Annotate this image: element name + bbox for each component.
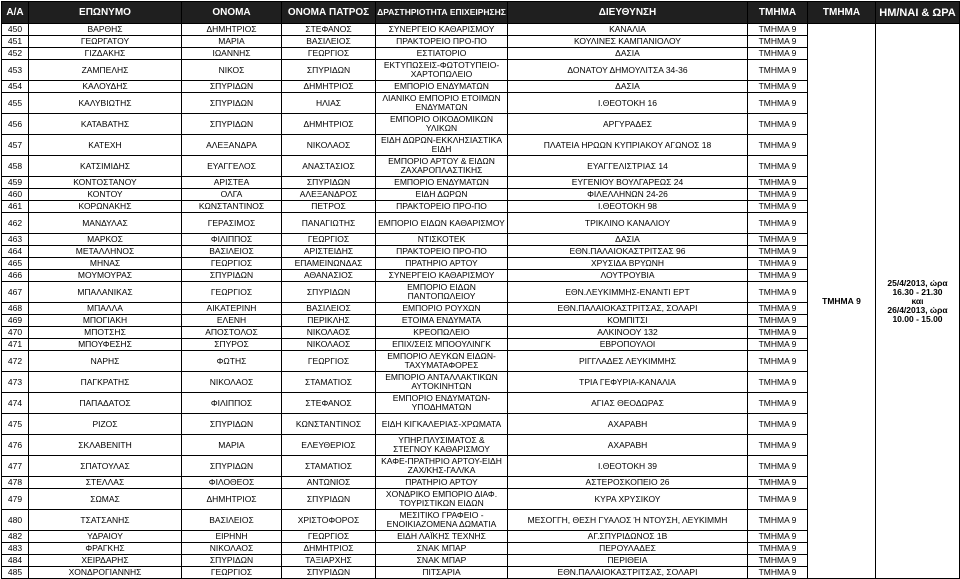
table-row [2, 24, 960, 36]
business-activity-cell: ΕΜΠΟΡΙΟ ΟΙΚΟΔΟΜΙΚΩΝ ΥΛΙΚΩΝ [376, 114, 508, 135]
father-name-cell: ΠΕΡΙΚΛΗΣ [282, 315, 376, 327]
row-number-cell: 476 [2, 435, 29, 456]
father-name-cell: ΔΗΜΗΤΡΙΟΣ [282, 81, 376, 93]
father-name-cell: ΣΠΥΡΙΔΩΝ [282, 60, 376, 81]
address-cell: ΤΡΙΚΛΙΝΟ ΚΑΝΑΛΙΟΥ [508, 213, 748, 234]
dept-cell: ΤΜΗΜΑ 9 [748, 414, 808, 435]
dept-cell: ΤΜΗΜΑ 9 [748, 48, 808, 60]
address-cell: ΔΟΝΑΤΟΥ ΔΗΜΟΥΛΙΤΣΑ 34-36 [508, 60, 748, 81]
first-name-cell: ΣΠΥΡΙΔΩΝ [182, 270, 282, 282]
surname-cell: ΜΑΡΚΟΣ [29, 234, 182, 246]
address-cell: ΛΟΥΤΡΟΥΒΙΑ [508, 270, 748, 282]
address-cell: ΠΕΡΟΥΛΑΔΕΣ [508, 543, 748, 555]
dept-cell: ΤΜΗΜΑ 9 [748, 177, 808, 189]
first-name-cell: ΒΑΣΙΛΕΙΟΣ [182, 246, 282, 258]
row-number-cell: 466 [2, 270, 29, 282]
father-name-cell: ΓΕΩΡΓΙΟΣ [282, 531, 376, 543]
business-activity-cell: ΕΠΙΧ/ΣΕΙΣ ΜΠΟΟΥΛΙΝΓΚ [376, 339, 508, 351]
first-name-cell: ΝΙΚΟΛΑΟΣ [182, 372, 282, 393]
roster-body [2, 24, 960, 579]
row-number-cell: 471 [2, 339, 29, 351]
father-name-cell: ΣΤΕΦΑΝΟΣ [282, 393, 376, 414]
row-number-cell: 457 [2, 135, 29, 156]
dept-cell: ΤΜΗΜΑ 9 [748, 135, 808, 156]
surname-cell: ΜΗΝΑΣ [29, 258, 182, 270]
surname-cell: ΣΤΕΛΛΑΣ [29, 477, 182, 489]
first-name-cell: ΜΑΡΙΑ [182, 36, 282, 48]
first-name-cell: ΒΑΣΙΛΕΙΟΣ [182, 510, 282, 531]
address-cell: ΔΑΣΙΑ [508, 234, 748, 246]
surname-cell: ΣΠΑΤΟΥΛΑΣ [29, 456, 182, 477]
row-number-cell: 472 [2, 351, 29, 372]
dept-cell: ΤΜΗΜΑ 9 [748, 24, 808, 36]
dept-cell: ΤΜΗΜΑ 9 [748, 555, 808, 567]
address-cell: ΠΕΡΙΘΕΙΑ [508, 555, 748, 567]
surname-cell: ΧΕΙΡΔΑΡΗΣ [29, 555, 182, 567]
dept-cell: ΤΜΗΜΑ 9 [748, 477, 808, 489]
header-date-time: ΗΜ/ΝΑΙ & ΩΡΑ [876, 2, 960, 24]
first-name-cell: ΚΩΝΣΤΑΝΤΙΝΟΣ [182, 201, 282, 213]
surname-cell: ΠΑΓΚΡΑΤΗΣ [29, 372, 182, 393]
father-name-cell: ΑΡΙΣΤΕΙΔΗΣ [282, 246, 376, 258]
business-activity-cell: ΣΥΝΕΡΓΕΙΟ ΚΑΘΑΡΙΣΜΟΥ [376, 270, 508, 282]
first-name-cell: ΣΠΥΡΙΔΩΝ [182, 93, 282, 114]
first-name-cell: ΓΕΩΡΓΙΟΣ [182, 567, 282, 579]
father-name-cell: ΠΑΝΑΓΙΩΤΗΣ [282, 213, 376, 234]
merged-dept-cell: ΤΜΗΜΑ 9 [808, 24, 876, 579]
dept-cell: ΤΜΗΜΑ 9 [748, 93, 808, 114]
father-name-cell: ΕΛΕΥΘΕΡΙΟΣ [282, 435, 376, 456]
father-name-cell: ΣΠΥΡΙΔΩΝ [282, 177, 376, 189]
dept-cell: ΤΜΗΜΑ 9 [748, 234, 808, 246]
row-number-cell: 464 [2, 246, 29, 258]
father-name-cell: ΝΙΚΟΛΑΟΣ [282, 339, 376, 351]
surname-cell: ΜΠΟΥΦΕΣΗΣ [29, 339, 182, 351]
header-aa: Α/Α [2, 2, 29, 24]
business-activity-cell: ΕΜΠΟΡΙΟ ΕΝΔΥΜΑΤΩΝ [376, 81, 508, 93]
row-number-cell: 483 [2, 543, 29, 555]
dept-cell: ΤΜΗΜΑ 9 [748, 567, 808, 579]
father-name-cell: ΣΠΥΡΙΔΩΝ [282, 489, 376, 510]
surname-cell: ΤΣΑΤΣΑΝΗΣ [29, 510, 182, 531]
row-number-cell: 462 [2, 213, 29, 234]
address-cell: ΑΛΚΙΝΟΟΥ 132 [508, 327, 748, 339]
schedule-cell [876, 24, 960, 579]
row-number-cell: 479 [2, 489, 29, 510]
surname-cell: ΧΟΝΔΡΟΓΙΑΝΝΗΣ [29, 567, 182, 579]
row-number-cell: 482 [2, 531, 29, 543]
address-cell: ΕΥΑΓΓΕΛΙΣΤΡΙΑΣ 14 [508, 156, 748, 177]
first-name-cell: ΣΠΥΡΙΔΩΝ [182, 114, 282, 135]
address-cell: ΚΟΥΛΙΝΕΣ ΚΑΜΠΑΝΙΟΛΟΥ [508, 36, 748, 48]
surname-cell: ΥΔΡΑΙΟΥ [29, 531, 182, 543]
header-surname: ΕΠΩΝΥΜΟ [29, 2, 182, 24]
surname-cell: ΚΑΛΟΥΔΗΣ [29, 81, 182, 93]
surname-cell: ΜΠΟΤΣΗΣ [29, 327, 182, 339]
surname-cell: ΠΑΠΑΔΑΤΟΣ [29, 393, 182, 414]
first-name-cell: ΕΙΡΗΝΗ [182, 531, 282, 543]
father-name-cell: ΣΤΕΦΑΝΟΣ [282, 24, 376, 36]
address-cell: ΑΓΙΑΣ ΘΕΟΔΩΡΑΣ [508, 393, 748, 414]
address-cell: ΕΥΓΕΝΙΟΥ ΒΟΥΛΓΑΡΕΩΣ 24 [508, 177, 748, 189]
surname-cell: ΣΚΛΑΒΕΝΙΤΗ [29, 435, 182, 456]
father-name-cell: ΓΕΩΡΓΙΟΣ [282, 234, 376, 246]
surname-cell: ΚΑΤΑΒΑΤΗΣ [29, 114, 182, 135]
surname-cell: ΜΕΤΑΛΛΗΝΟΣ [29, 246, 182, 258]
father-name-cell: ΣΠΥΡΙΔΩΝ [282, 282, 376, 303]
surname-cell: ΚΟΡΩΝΑΚΗΣ [29, 201, 182, 213]
dept-cell: ΤΜΗΜΑ 9 [748, 36, 808, 48]
business-activity-cell: ΕΜΠΟΡΙΟ ΕΙΔΩΝ ΚΑΘΑΡΙΣΜΟΥ [376, 213, 508, 234]
row-number-cell: 485 [2, 567, 29, 579]
dept-cell: ΤΜΗΜΑ 9 [748, 114, 808, 135]
address-cell: Ι.ΘΕΟΤΟΚΗ 98 [508, 201, 748, 213]
schedule-line: 16.30 - 21.30 [892, 286, 943, 297]
first-name-cell: ΣΠΥΡΙΔΩΝ [182, 456, 282, 477]
father-name-cell: ΣΤΑΜΑΤΙΟΣ [282, 456, 376, 477]
father-name-cell: ΑΝΑΣΤΑΣΙΟΣ [282, 156, 376, 177]
business-activity-cell: ΣΝΑΚ ΜΠΑΡ [376, 555, 508, 567]
dept-cell: ΤΜΗΜΑ 9 [748, 435, 808, 456]
header-name: ΟΝΟΜΑ [182, 2, 282, 24]
dept-cell: ΤΜΗΜΑ 9 [748, 372, 808, 393]
father-name-cell: ΔΗΜΗΤΡΙΟΣ [282, 114, 376, 135]
dept-cell: ΤΜΗΜΑ 9 [748, 327, 808, 339]
dept-cell: ΤΜΗΜΑ 9 [748, 60, 808, 81]
business-activity-cell: ΕΜΠΟΡΙΟ ΡΟΥΧΩΝ [376, 303, 508, 315]
address-cell: ΑΣΤΕΡΟΣΚΟΠΕΙΟ 26 [508, 477, 748, 489]
address-cell: ΕΘΝ.ΠΑΛΑΙΟΚΑΣΤΡΙΤΣΑΣ 96 [508, 246, 748, 258]
address-cell: Ι.ΘΕΟΤΟΚΗ 16 [508, 93, 748, 114]
father-name-cell: ΑΛΕΞΑΝΔΡΟΣ [282, 189, 376, 201]
address-cell: ΕΘΝ.ΠΑΛΑΙΟΚΑΣΤΡΙΤΣΑΣ, ΣΟΛΑΡΙ [508, 567, 748, 579]
surname-cell: ΣΩΜΑΣ [29, 489, 182, 510]
father-name-cell: ΑΘΑΝΑΣΙΟΣ [282, 270, 376, 282]
row-number-cell: 478 [2, 477, 29, 489]
row-number-cell: 455 [2, 93, 29, 114]
row-number-cell: 450 [2, 24, 29, 36]
row-number-cell: 459 [2, 177, 29, 189]
dept-cell: ΤΜΗΜΑ 9 [748, 246, 808, 258]
address-cell: ΑΓ.ΣΠΥΡΙΔΩΝΟΣ 1Β [508, 531, 748, 543]
business-activity-cell: ΕΙΔΗ ΔΩΡΩΝ-ΕΚΚΛΗΣΙΑΣΤΙΚΑ ΕΙΔΗ [376, 135, 508, 156]
row-number-cell: 463 [2, 234, 29, 246]
dept-cell: ΤΜΗΜΑ 9 [748, 339, 808, 351]
dept-cell: ΤΜΗΜΑ 9 [748, 303, 808, 315]
first-name-cell: ΣΠΥΡΙΔΩΝ [182, 555, 282, 567]
address-cell: ΦΙΛΕΛΛΗΝΩΝ 24-26 [508, 189, 748, 201]
dept-cell: ΤΜΗΜΑ 9 [748, 270, 808, 282]
father-name-cell: ΤΑΞΙΑΡΧΗΣ [282, 555, 376, 567]
dept-cell: ΤΜΗΜΑ 9 [748, 393, 808, 414]
dept-cell: ΤΜΗΜΑ 9 [748, 510, 808, 531]
first-name-cell: ΑΙΚΑΤΕΡΙΝΗ [182, 303, 282, 315]
first-name-cell: ΣΠΥΡΙΔΩΝ [182, 414, 282, 435]
father-name-cell: ΠΕΤΡΟΣ [282, 201, 376, 213]
address-cell: ΚΟΜΠΙΤΣΙ [508, 315, 748, 327]
header-dept-2: ΤΜΗΜΑ [808, 2, 876, 24]
address-cell: ΡΙΓΓΛΑΔΕΣ ΛΕΥΚΙΜΜΗΣ [508, 351, 748, 372]
row-number-cell: 469 [2, 315, 29, 327]
dept-cell: ΤΜΗΜΑ 9 [748, 543, 808, 555]
first-name-cell: ΕΥΑΓΓΕΛΟΣ [182, 156, 282, 177]
surname-cell: ΝΑΡΗΣ [29, 351, 182, 372]
first-name-cell: ΑΠΟΣΤΟΛΟΣ [182, 327, 282, 339]
address-cell: ΚΥΡΑ ΧΡΥΣΙΚΟΥ [508, 489, 748, 510]
business-activity-cell: ΕΜΠΟΡΙΟ ΑΝΤΑΛΛΑΚΤΙΚΩΝ ΑΥΤΟΚΙΝΗΤΩΝ [376, 372, 508, 393]
surname-cell: ΜΠΑΛΑΝΙΚΑΣ [29, 282, 182, 303]
schedule-line: 26/4/2013, ώρα [887, 304, 948, 315]
father-name-cell: ΚΩΝΣΤΑΝΤΙΝΟΣ [282, 414, 376, 435]
father-name-cell: ΓΕΩΡΓΙΟΣ [282, 48, 376, 60]
row-number-cell: 468 [2, 303, 29, 315]
father-name-cell: ΑΝΤΩΝΙΟΣ [282, 477, 376, 489]
dept-cell: ΤΜΗΜΑ 9 [748, 531, 808, 543]
row-number-cell: 470 [2, 327, 29, 339]
business-activity-cell: ΕΣΤΙΑΤΟΡΙΟ [376, 48, 508, 60]
surname-cell: ΚΟΝΤΟΥ [29, 189, 182, 201]
roster-table [1, 1, 960, 579]
business-activity-cell: ΠΡΑΤΗΡΙΟ ΑΡΤΟΥ [376, 477, 508, 489]
first-name-cell: ΕΛΕΝΗ [182, 315, 282, 327]
father-name-cell: ΝΙΚΟΛΑΟΣ [282, 135, 376, 156]
row-number-cell: 453 [2, 60, 29, 81]
dept-cell: ΤΜΗΜΑ 9 [748, 213, 808, 234]
address-cell: ΕΘΝ.ΛΕΥΚΙΜΜΗΣ-ΕΝΑΝΤΙ ΕΡΤ [508, 282, 748, 303]
first-name-cell: ΦΙΛΙΠΠΟΣ [182, 234, 282, 246]
surname-cell: ΓΕΩΡΓΑΤΟΥ [29, 36, 182, 48]
surname-cell: ΡΙΖΟΣ [29, 414, 182, 435]
surname-cell: ΜΠΟΓΙΑΚΗ [29, 315, 182, 327]
business-activity-cell: ΣΝΑΚ ΜΠΑΡ [376, 543, 508, 555]
business-activity-cell: ΠΙΤΣΑΡΙΑ [376, 567, 508, 579]
surname-cell: ΜΠΑΛΛΑ [29, 303, 182, 315]
surname-cell: ΚΑΤΣΙΜΙΔΗΣ [29, 156, 182, 177]
dept-cell: ΤΜΗΜΑ 9 [748, 351, 808, 372]
row-number-cell: 461 [2, 201, 29, 213]
father-name-cell: ΣΠΥΡΙΔΩΝ [282, 567, 376, 579]
business-activity-cell: ΕΜΠΟΡΙΟ ΕΝΔΥΜΑΤΩΝ [376, 177, 508, 189]
address-cell: ΤΡΙΑ ΓΕΦΥΡΙΑ-ΚΑΝΑΛΙΑ [508, 372, 748, 393]
surname-cell: ΚΑΛΥΒΙΩΤΗΣ [29, 93, 182, 114]
business-activity-cell: ΣΥΝΕΡΓΕΙΟ ΚΑΘΑΡΙΣΜΟΥ [376, 24, 508, 36]
dept-cell: ΤΜΗΜΑ 9 [748, 258, 808, 270]
address-cell: ΑΧΑΡΑΒΗ [508, 435, 748, 456]
first-name-cell: ΓΕΩΡΓΙΟΣ [182, 258, 282, 270]
first-name-cell: ΣΠΥΡΙΔΩΝ [182, 81, 282, 93]
header-activity: ΔΡΑΣΤΗΡΙΟΤΗΤΑ ΕΠΙΧΕΙΡΗΣΗΣ [376, 2, 508, 24]
surname-cell: ΜΟΥΜΟΥΡΑΣ [29, 270, 182, 282]
business-activity-cell: ΕΜΠΟΡΙΟ ΕΙΔΩΝ ΠΑΝΤΟΠΩΛΕΙΟΥ [376, 282, 508, 303]
business-activity-cell: ΕΙΔΗ ΚΙΓΚΑΛΕΡΙΑΣ-ΧΡΩΜΑΤΑ [376, 414, 508, 435]
business-activity-cell: ΠΡΑΚΤΟΡΕΙΟ ΠΡΟ-ΠΟ [376, 246, 508, 258]
father-name-cell: ΔΗΜΗΤΡΙΟΣ [282, 543, 376, 555]
address-cell: ΧΡΥΣΙΔΑ ΒΡΥΩΝΗ [508, 258, 748, 270]
surname-cell: ΜΑΝΔΥΛΑΣ [29, 213, 182, 234]
business-activity-cell: ΠΡΑΚΤΟΡΕΙΟ ΠΡΟ-ΠΟ [376, 36, 508, 48]
father-name-cell: ΧΡΙΣΤΟΦΟΡΟΣ [282, 510, 376, 531]
schedule-line: και [911, 295, 924, 306]
business-activity-cell: ΕΚΤΥΠΩΣΕΙΣ-ΦΩΤΟΤΥΠΕΙΟ-ΧΑΡΤΟΠΩΛΕΙΟ [376, 60, 508, 81]
first-name-cell: ΜΑΡΙΑ [182, 435, 282, 456]
schedule-line: 10.00 - 15.00 [892, 313, 943, 324]
first-name-cell: ΟΛΓΑ [182, 189, 282, 201]
row-number-cell: 473 [2, 372, 29, 393]
business-activity-cell: ΛΙΑΝΙΚΟ ΕΜΠΟΡΙΟ ΕΤΟΙΜΩΝ ΕΝΔΥΜΑΤΩΝ [376, 93, 508, 114]
address-cell: ΑΡΓΥΡΑΔΕΣ [508, 114, 748, 135]
business-activity-cell: ΥΠΗΡ.ΠΛΥΣΙΜΑΤΟΣ & ΣΤΕΓΝΟΥ ΚΑΘΑΡΙΣΜΟΥ [376, 435, 508, 456]
address-cell: ΠΛΑΤΕΙΑ ΗΡΩΩΝ ΚΥΠΡΙΑΚΟΥ ΑΓΩΝΟΣ 18 [508, 135, 748, 156]
surname-cell: ΚΟΝΤΟΣΤΑΝΟΥ [29, 177, 182, 189]
business-activity-cell: ΕΜΠΟΡΙΟ ΛΕΥΚΩΝ ΕΙΔΩΝ-ΤΑΧΥΜΑΤΑΦΟΡΕΣ [376, 351, 508, 372]
header-row [2, 2, 960, 24]
row-number-cell: 484 [2, 555, 29, 567]
business-activity-cell: ΚΑΦΕ-ΠΡΑΤΗΡΙΟ ΑΡΤΟΥ-ΕΙΔΗ ΖΑΧ/ΚΗΣ-ΓΑΛ/ΚΑ [376, 456, 508, 477]
first-name-cell: ΝΙΚΟΛΑΟΣ [182, 543, 282, 555]
row-number-cell: 452 [2, 48, 29, 60]
row-number-cell: 474 [2, 393, 29, 414]
row-number-cell: 451 [2, 36, 29, 48]
business-activity-cell: ΜΕΣΙΤΙΚΟ ΓΡΑΦΕΙΟ - ΕΝΟΙΚΙΑΖΟΜΕΝΑ ΔΩΜΑΤΙΑ [376, 510, 508, 531]
business-activity-cell: ΕΜΠΟΡΙΟ ΑΡΤΟΥ & ΕΙΔΩΝ ΖΑΧΑΡΟΠΛΑΣΤΙΚΗΣ [376, 156, 508, 177]
row-number-cell: 480 [2, 510, 29, 531]
row-number-cell: 458 [2, 156, 29, 177]
first-name-cell: ΝΙΚΟΣ [182, 60, 282, 81]
business-activity-cell: ΠΡΑΤΗΡΙΟ ΑΡΤΟΥ [376, 258, 508, 270]
father-name-cell: ΒΑΣΙΛΕΙΟΣ [282, 36, 376, 48]
business-activity-cell: ΕΙΔΗ ΛΑΪΚΗΣ ΤΕΧΝΗΣ [376, 531, 508, 543]
dept-cell: ΤΜΗΜΑ 9 [748, 315, 808, 327]
row-number-cell: 465 [2, 258, 29, 270]
first-name-cell: ΔΗΜΗΤΡΙΟΣ [182, 489, 282, 510]
dept-cell: ΤΜΗΜΑ 9 [748, 489, 808, 510]
header-address: ΔΙΕΥΘΥΝΣΗ [508, 2, 748, 24]
business-activity-cell: ΧΟΝΔΡΙΚΟ ΕΜΠΟΡΙΟ ΔΙΑΦ. ΤΟΥΡΙΣΤΙΚΩΝ ΕΙΔΩΝ [376, 489, 508, 510]
dept-cell: ΤΜΗΜΑ 9 [748, 189, 808, 201]
first-name-cell: ΣΠΥΡΟΣ [182, 339, 282, 351]
father-name-cell: ΓΕΩΡΓΙΟΣ [282, 351, 376, 372]
father-name-cell: ΕΠΑΜΕΙΝΩΝΔΑΣ [282, 258, 376, 270]
father-name-cell: ΒΑΣΙΛΕΙΟΣ [282, 303, 376, 315]
row-number-cell: 475 [2, 414, 29, 435]
address-cell: ΑΧΑΡΑΒΗ [508, 414, 748, 435]
row-number-cell: 460 [2, 189, 29, 201]
surname-cell: ΦΡΑΓΚΗΣ [29, 543, 182, 555]
business-activity-cell: ΚΡΕΟΠΩΛΕΙΟ [376, 327, 508, 339]
address-cell: ΕΘΝ.ΠΑΛΑΙΟΚΑΣΤΡΙΤΣΑΣ, ΣΟΛΑΡΙ [508, 303, 748, 315]
father-name-cell: ΗΛΙΑΣ [282, 93, 376, 114]
dept-cell: ΤΜΗΜΑ 9 [748, 456, 808, 477]
address-cell: ΔΑΣΙΑ [508, 81, 748, 93]
schedule-line: 25/4/2013, ώρα [887, 277, 948, 288]
first-name-cell: ΙΩΑΝΝΗΣ [182, 48, 282, 60]
first-name-cell: ΑΛΕΞΑΝΔΡΑ [182, 135, 282, 156]
surname-cell: ΖΑΜΠΕΛΗΣ [29, 60, 182, 81]
first-name-cell: ΦΙΛΙΠΠΟΣ [182, 393, 282, 414]
row-number-cell: 467 [2, 282, 29, 303]
business-activity-cell: ΕΜΠΟΡΙΟ ΕΝΔΥΜΑΤΩΝ-ΥΠΟΔΗΜΑΤΩΝ [376, 393, 508, 414]
dept-cell: ΤΜΗΜΑ 9 [748, 282, 808, 303]
first-name-cell: ΓΕΡΑΣΙΜΟΣ [182, 213, 282, 234]
business-activity-cell: ΝΤΙΣΚΟΤΕΚ [376, 234, 508, 246]
address-cell: Ι.ΘΕΟΤΟΚΗ 39 [508, 456, 748, 477]
first-name-cell: ΑΡΙΣΤΕΑ [182, 177, 282, 189]
address-cell: ΜΕΣΟΓΓΗ, ΘΕΣΗ ΓΥΑΛΟΣ Ή ΝΤΟΥΣΗ, ΛΕΥΚΙΜΜΗ [508, 510, 748, 531]
surname-cell: ΓΙΖΔΑΚΗΣ [29, 48, 182, 60]
row-number-cell: 456 [2, 114, 29, 135]
father-name-cell: ΝΙΚΟΛΑΟΣ [282, 327, 376, 339]
address-cell: ΚΑΝΑΛΙΑ [508, 24, 748, 36]
header-dept: ΤΜΗΜΑ [748, 2, 808, 24]
business-activity-cell: ΕΤΟΙΜΑ ΕΝΔΥΜΑΤΑ [376, 315, 508, 327]
first-name-cell: ΦΩΤΗΣ [182, 351, 282, 372]
first-name-cell: ΓΕΩΡΓΙΟΣ [182, 282, 282, 303]
header-father-name: ΟΝΟΜΑ ΠΑΤΡΟΣ [282, 2, 376, 24]
first-name-cell: ΔΗΜΗΤΡΙΟΣ [182, 24, 282, 36]
business-activity-cell: ΕΙΔΗ ΔΩΡΩΝ [376, 189, 508, 201]
first-name-cell: ΦΙΛΟΘΕΟΣ [182, 477, 282, 489]
dept-cell: ΤΜΗΜΑ 9 [748, 156, 808, 177]
dept-cell: ΤΜΗΜΑ 9 [748, 201, 808, 213]
dept-cell: ΤΜΗΜΑ 9 [748, 81, 808, 93]
father-name-cell: ΣΤΑΜΑΤΙΟΣ [282, 372, 376, 393]
surname-cell: ΚΑΤΕΧΗ [29, 135, 182, 156]
row-number-cell: 477 [2, 456, 29, 477]
row-number-cell: 454 [2, 81, 29, 93]
business-activity-cell: ΠΡΑΚΤΟΡΕΙΟ ΠΡΟ-ΠΟ [376, 201, 508, 213]
surname-cell: ΒΑΡΘΗΣ [29, 24, 182, 36]
address-cell: ΔΑΣΙΑ [508, 48, 748, 60]
address-cell: ΕΒΡΟΠΟΥΛΟΙ [508, 339, 748, 351]
